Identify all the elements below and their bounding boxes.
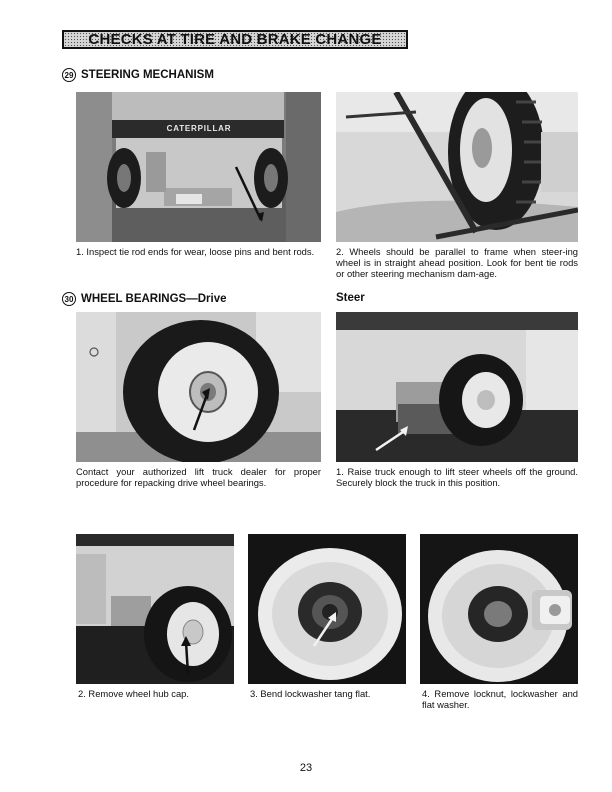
section-number-badge: 29: [62, 68, 76, 82]
page-heading: CHECKS AT TIRE AND BRAKE CHANGE: [88, 31, 382, 48]
caption-inspect-tie-rods: 1. Inspect tie rod ends for wear, loose pins and bent rods.: [76, 246, 315, 257]
caption-raise-truck: 1. Raise truck enough to lift steer wheels off the ground. Securely block the truck in this position.: [336, 466, 578, 488]
photo-remove-locknut: [420, 534, 578, 684]
photo-steer-wheel-blocked: [336, 312, 578, 462]
section-30-title: [62, 292, 226, 306]
section-number-badge: 30: [62, 292, 76, 306]
photo-tie-rod-ends: [76, 92, 321, 242]
caterpillar-logo: CATERPILLAR: [166, 124, 232, 133]
photo-bend-lockwasher: [248, 534, 406, 684]
caption-bend-lockwasher: 3. Bend lockwasher tang flat.: [250, 688, 371, 699]
section-title-text: WHEEL BEARINGS—Drive: [81, 293, 227, 305]
steer-subheading: Steer: [336, 292, 365, 304]
page-number: 23: [299, 762, 313, 774]
photo-wheel-alignment: [336, 92, 578, 242]
photo-drive-wheel: [76, 312, 321, 462]
caption-contact-dealer: Contact your authorized lift truck dealer for proper procedure for repacking drive wheel bearings.: [76, 466, 321, 488]
caption-remove-hub-cap: 2. Remove wheel hub cap.: [78, 688, 190, 699]
caption-remove-locknut: 4. Remove locknut, lockwasher and flat washer.: [422, 688, 578, 710]
section-29-title: [62, 68, 214, 82]
caption-wheels-parallel: 2. Wheels should be parallel to frame when steer-ing wheel is in straight ahead position. Look for bent tie rods or other steering mechanism dam-age.: [336, 246, 578, 279]
section-header-banner: [62, 30, 408, 49]
section-title-text: STEERING MECHANISM: [81, 69, 214, 81]
photo-remove-hub-cap: [76, 534, 234, 684]
